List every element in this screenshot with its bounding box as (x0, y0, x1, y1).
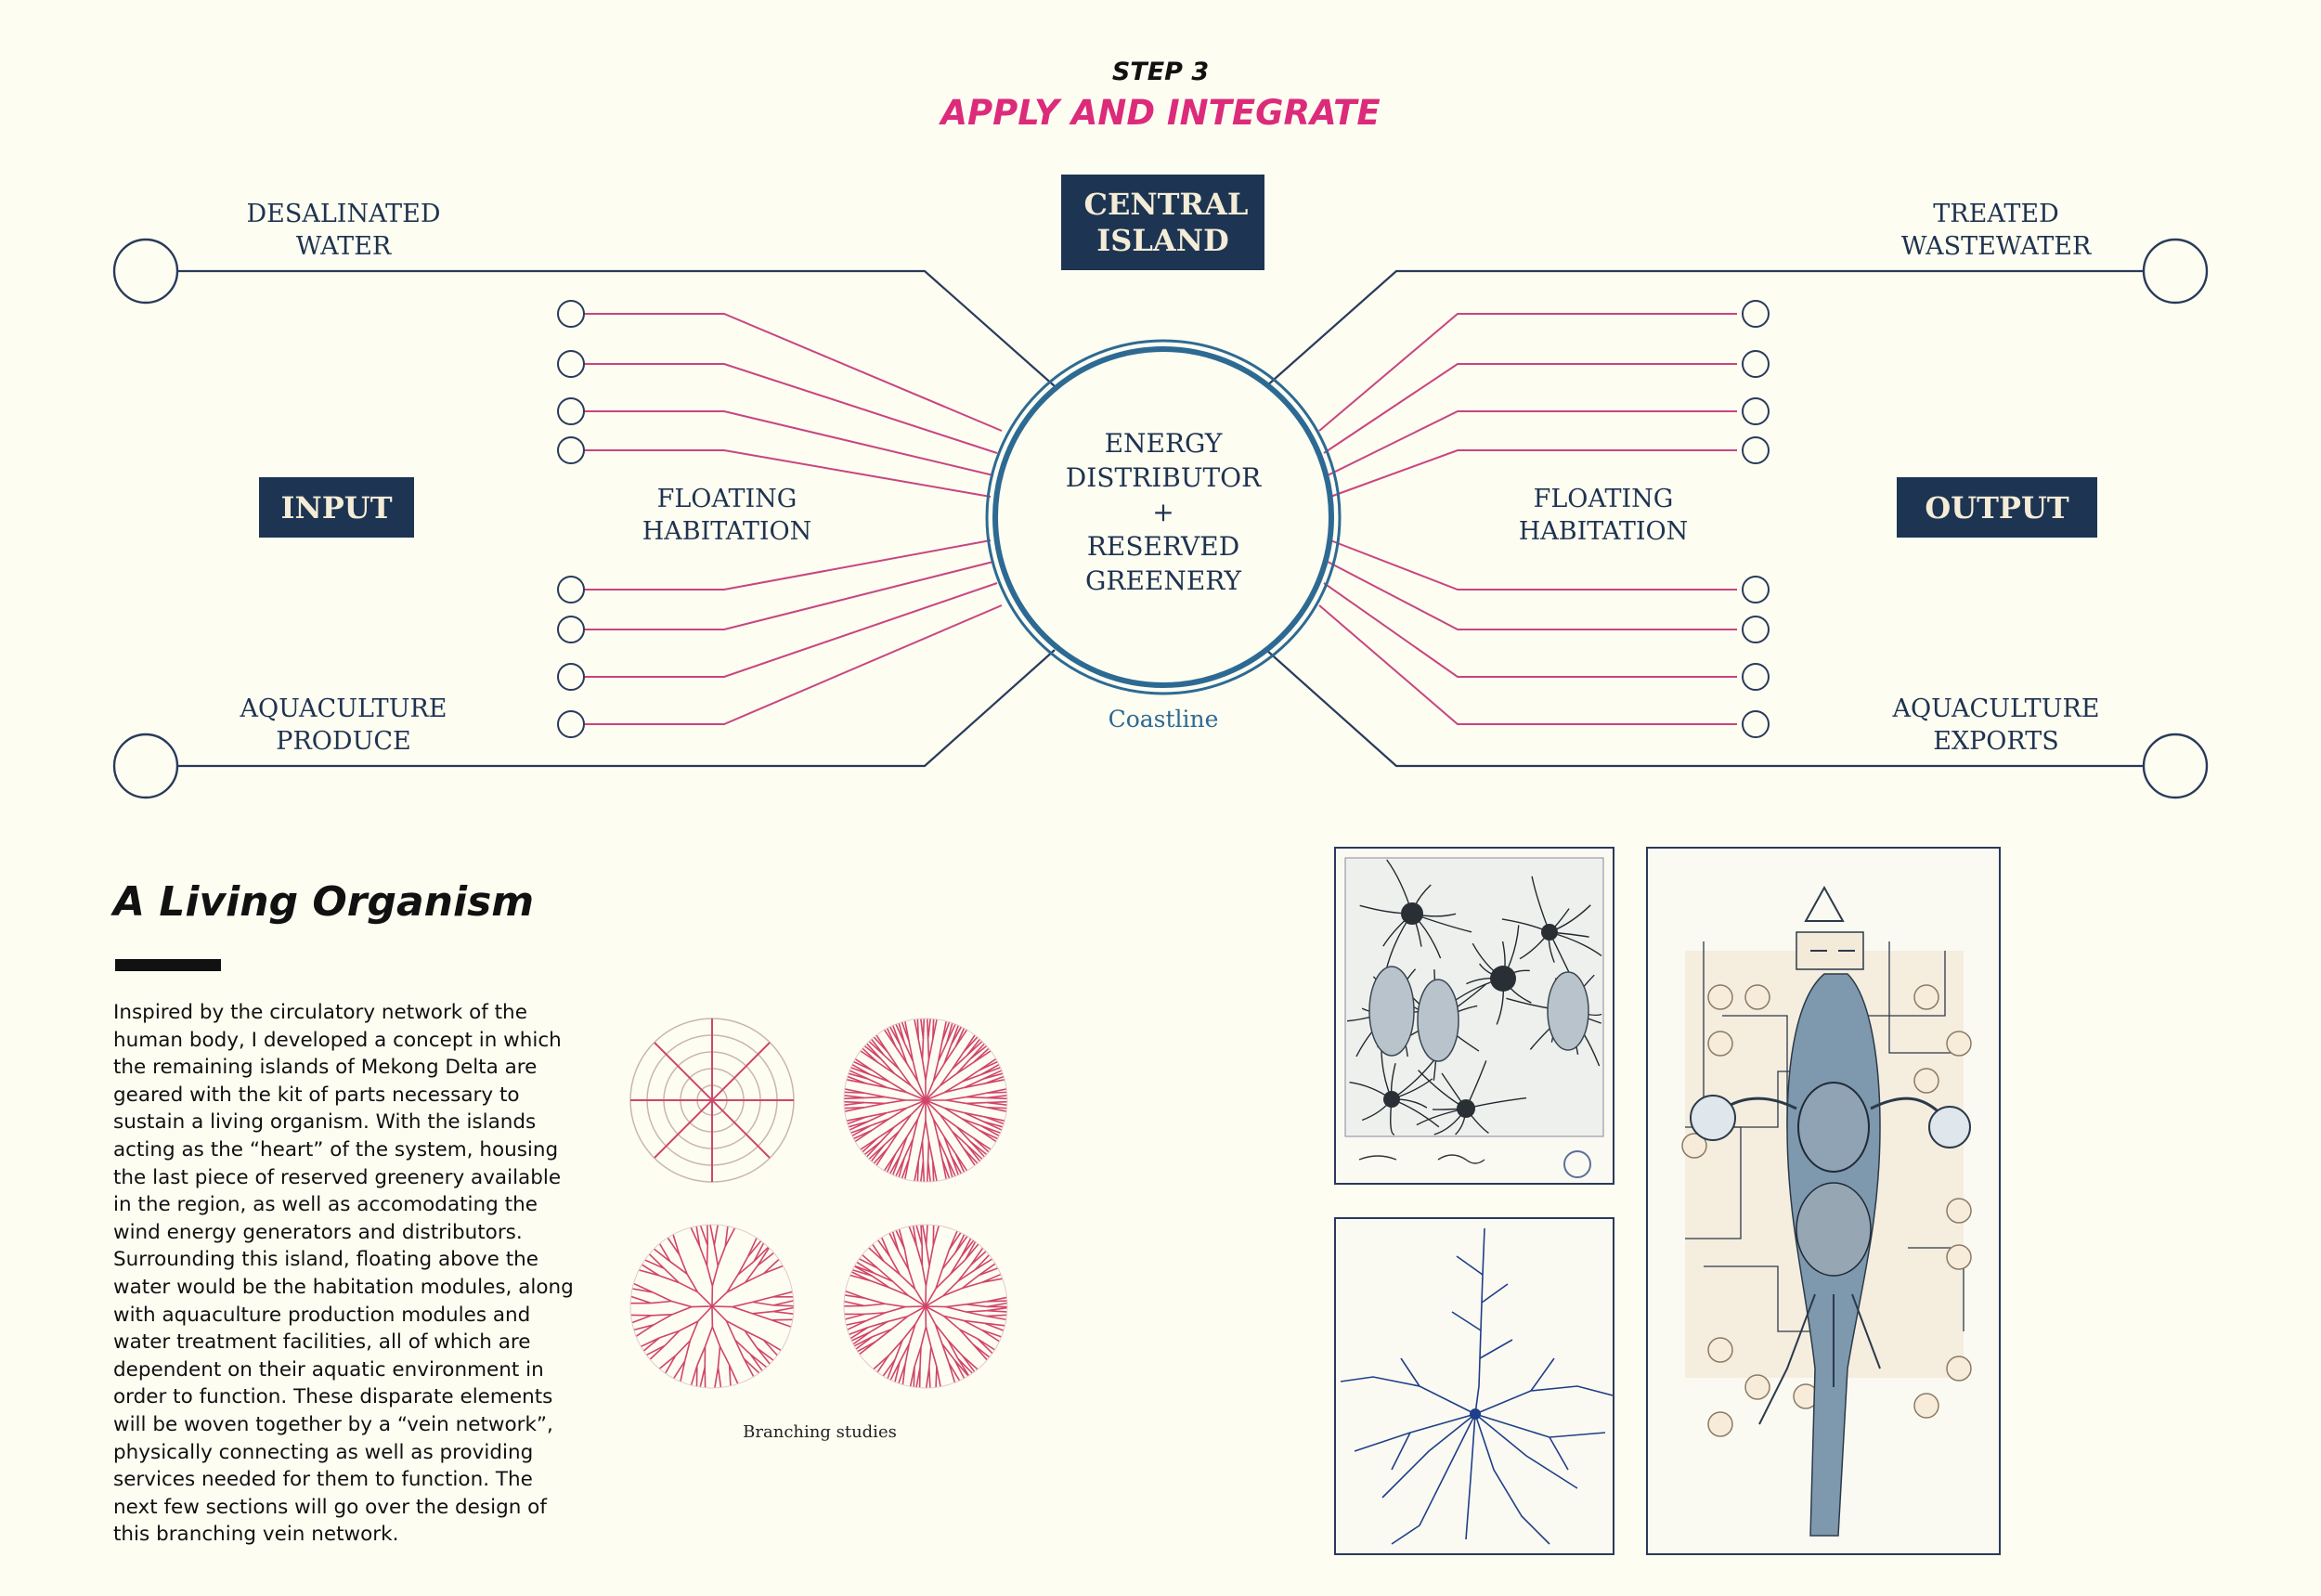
pyramidal-neuron-frame (1334, 1217, 1614, 1555)
desalinated-water-label (204, 198, 483, 263)
neuron-drawing (1336, 849, 1613, 1183)
aquaculture-produce-line2: PRODUCE (276, 727, 411, 756)
anatomy-collage-frame (1646, 847, 2001, 1555)
aquaculture-exports-line2: EXPORTS (1933, 727, 2059, 756)
endpoint-treated-wastewater (2144, 240, 2207, 303)
central-island-tag (1061, 175, 1264, 270)
anatomy-collage (1648, 849, 1999, 1553)
floating-habitation-right-label (1464, 483, 1743, 548)
section-title: A Living Organism (113, 878, 535, 926)
floating-left-line2: HABITATION (642, 517, 812, 546)
central-island-label: CENTRAL ISLAND (1083, 186, 1249, 258)
aquaculture-produce-label (204, 693, 483, 758)
treated-wastewater-line1: TREATED (1933, 200, 2059, 228)
aquaculture-produce-line1: AQUACULTURE (240, 694, 447, 723)
treated-wastewater-line2: WASTEWATER (1900, 232, 2092, 261)
branching-study-2 (844, 1019, 1007, 1182)
aquaculture-exports-line1: AQUACULTURE (1892, 694, 2100, 723)
section-body: Inspired by the circulatory network of the human body, I developed a concept in which the remaining islands of Mekong Delta are geared with the kit of parts necessary to sustain a living organism. With the islands acting as the “heart” of the system, housing the last piece of reserved greenery available in the region, as well as accomodating the wind energy generators and distributors. Surrounding this island, floating above the water would be the habitation modules, along with aquaculture production modules and water treatment facilities, all of which are dependent on their aquatic environment in order to function. These disparate elements will be woven together by a “vein network”, physically connecting as well as providing services needed for them to function. The next few sections will go over the design of this branching vein network. (113, 1001, 574, 1547)
branching-study-3 (630, 1225, 794, 1388)
center-line2: DISTRIBUTOR (1065, 462, 1262, 493)
title-underline (115, 959, 221, 971)
endpoint-aquaculture-produce (114, 734, 177, 798)
floating-right-line1: FLOATING (1533, 485, 1674, 513)
desalinated-water-line1: DESALINATED (246, 200, 441, 228)
output-label: OUTPUT (1925, 489, 2069, 526)
step-label: STEP 3 (1111, 58, 1210, 86)
input-label: INPUT (280, 489, 393, 526)
center-line1: ENERGY (1104, 428, 1223, 459)
endpoint-desalinated-water (114, 240, 177, 303)
floating-habitation-left-label (588, 483, 866, 548)
branching-study-1 (630, 1019, 794, 1182)
branching-studies (622, 1012, 1040, 1411)
coastline-label: Coastline (1108, 706, 1219, 733)
center-line5: GREENERY (1085, 565, 1241, 596)
endpoint-aquaculture-exports (2144, 734, 2207, 798)
center-label (1024, 426, 1303, 598)
input-tag (259, 477, 414, 538)
neuron-drawing-frame (1334, 847, 1614, 1185)
treated-wastewater-label (1857, 198, 2135, 263)
output-tag (1897, 477, 2097, 538)
aquaculture-exports-label (1857, 693, 2135, 758)
branching-caption: Branching studies (743, 1422, 897, 1442)
pyramidal-neuron-drawing (1336, 1219, 1613, 1553)
center-line3: + (1152, 497, 1174, 527)
center-line4: RESERVED (1086, 531, 1240, 562)
floating-left-line1: FLOATING (656, 485, 797, 513)
step-title: APPLY AND INTEGRATE (940, 93, 1381, 133)
branching-study-4 (844, 1225, 1007, 1388)
floating-right-line2: HABITATION (1518, 517, 1689, 546)
desalinated-water-line2: WATER (295, 232, 392, 261)
